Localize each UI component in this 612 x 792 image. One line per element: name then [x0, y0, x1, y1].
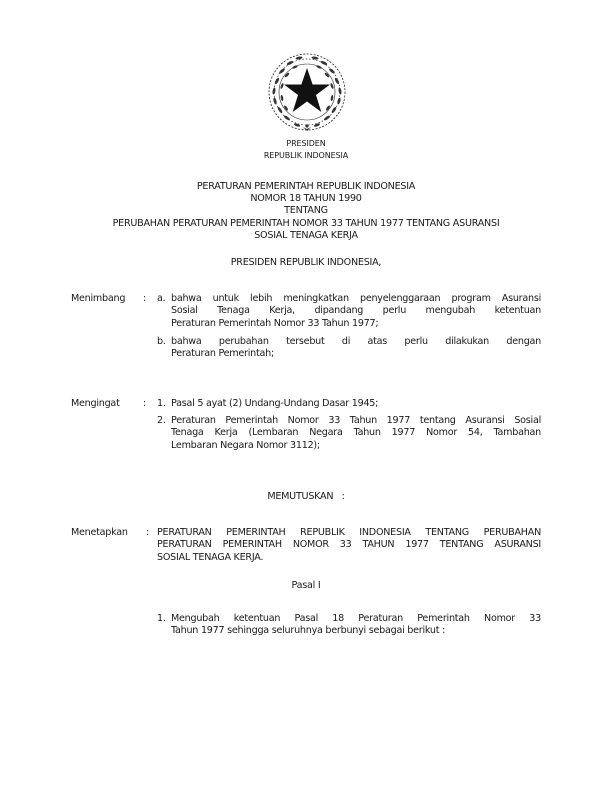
pasal-heading: Pasal I: [291, 580, 321, 591]
text-line: Tahun 1977 sehingga seluruhnya berbunyi sebagai berikut :: [171, 625, 446, 637]
presidential-emblem-icon: [265, 51, 349, 135]
menimbang-a-marker: a.: [157, 293, 166, 304]
text-line: Mengubah ketentuan Pasal 18 Peraturan Pemerintah Nomor 33: [171, 613, 541, 624]
menetapkan-colon: :: [146, 527, 150, 538]
text-line: Sosial Tenaga Kerja, dipandang perlu mengubah ketentuan: [171, 305, 541, 317]
mengingat-1-marker: 1.: [157, 398, 166, 409]
pasal-1-marker: 1.: [157, 613, 166, 624]
text-line: Peraturan Pemerintah Nomor 33 Tahun 1977 tentang Asuransi Sosial: [171, 415, 541, 426]
mengingat-1-text: [171, 398, 541, 410]
title-line-4: PERUBAHAN PERATURAN PEMERINTAH NOMOR 33 TAHUN 1977 TENTANG ASURANSI: [112, 218, 500, 229]
menimbang-b-text: [171, 336, 541, 361]
emblem-caption-republik: REPUBLIK INDONESIA: [263, 151, 349, 160]
text-line: Peraturan Pemerintah;: [171, 348, 274, 360]
menimbang-b-marker: b.: [157, 336, 166, 347]
menetapkan-text: [157, 527, 541, 564]
text-line: PERATURAN PEMERINTAH REPUBLIK INDONESIA TENTANG PERUBAHAN: [157, 527, 541, 538]
text-line: bahwa perubahan tersebut di atas perlu dilakukan dengan: [171, 336, 541, 347]
mengingat-2-text: [171, 415, 541, 452]
title-line-2: NOMOR 18 TAHUN 1990: [250, 193, 362, 204]
pasal-1-text: [171, 613, 541, 638]
title-line-3: TENTANG: [284, 205, 328, 216]
text-line: Tenaga Kerja (Lembaran Negara Tahun 1977 Nomor 54, Tambahan: [171, 427, 541, 439]
title-line-5: SOSIAL TENAGA KERJA: [254, 230, 358, 241]
title-line-1: PERATURAN PEMERINTAH REPUBLIK INDONESIA: [196, 181, 416, 192]
menimbang-a-text: [171, 293, 541, 330]
emblem-caption-presiden: PRESIDEN: [286, 139, 326, 148]
text-line: PERATURAN PEMERINTAH NOMOR 33 TAHUN 1977 TENTANG ASURANSI: [157, 539, 541, 551]
mengingat-label: Mengingat: [71, 398, 120, 409]
menimbang-colon: :: [143, 293, 147, 304]
text-line: Peraturan Pemerintah Nomor 33 Tahun 1977;: [171, 317, 379, 329]
text-line: Pasal 5 ayat (2) Undang-Undang Dasar 1945;: [171, 398, 379, 409]
star-icon: [284, 68, 330, 112]
menetapkan-label: Menetapkan: [71, 527, 128, 538]
mengingat-colon: :: [143, 398, 147, 409]
memutuskan-heading: MEMUTUSKAN :: [267, 491, 345, 502]
mengingat-2-marker: 2.: [157, 415, 166, 426]
menimbang-label: Menimbang: [71, 293, 126, 304]
text-line: bahwa untuk lebih meningkatkan penyelenggaraan program Asuransi: [171, 293, 541, 304]
text-line: Lembaran Negara Nomor 3112);: [171, 439, 320, 451]
preamble: PRESIDEN REPUBLIK INDONESIA,: [230, 257, 382, 268]
text-line: SOSIAL TENAGA KERJA.: [157, 551, 264, 563]
